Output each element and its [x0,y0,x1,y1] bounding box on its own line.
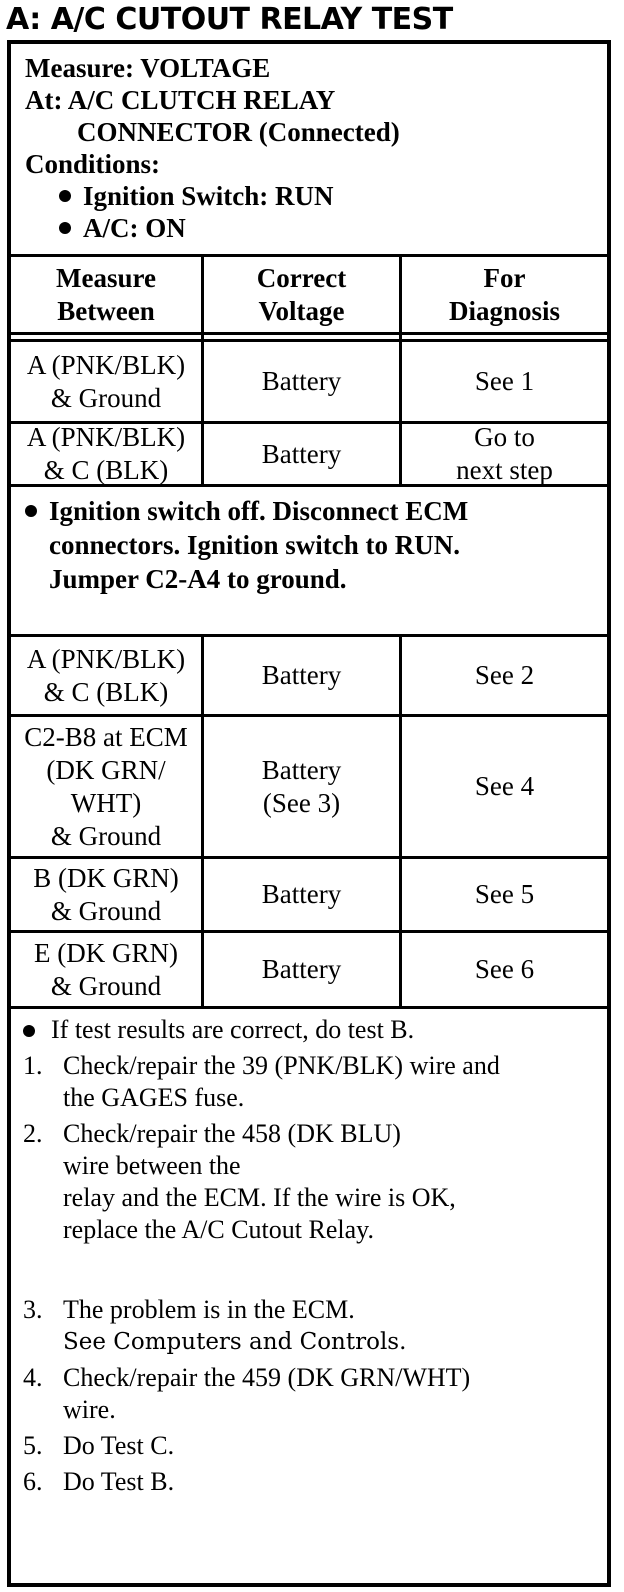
conditions-block [11,44,607,256]
cell-line: (DK GRN/ [46,754,166,785]
table-row-2-between [11,424,201,484]
cell-line: B (DK GRN) [33,862,179,893]
table-row-1-voltage: Battery [261,366,342,396]
note-line: Do Test B. [63,1467,175,1496]
cell-line: C2-B8 at ECM [24,721,188,752]
measure-label: Measure: VOLTAGE [25,53,271,83]
cell-line: E (DK GRN) [34,937,178,968]
table-row-4-voltage [204,717,399,856]
cell-line: Go to [474,422,535,452]
header-correct-voltage [204,257,399,332]
note-number: 1. [23,1051,43,1080]
note-item [23,1430,597,1462]
bullet-icon [59,190,71,202]
cell-line: A (PNK/BLK) [26,422,186,452]
cell-line: & Ground [50,382,162,413]
note-number: 6. [23,1467,43,1496]
table-row-6-diagnosis: See 6 [474,954,535,984]
header-measure-between [11,257,201,332]
cell-line: (See 3) [262,787,341,818]
page-title: A: A/C CUTOUT RELAY TEST [6,2,453,37]
cell-line: & Ground [50,820,162,851]
header-line: Voltage [258,295,345,326]
note-line: See Computers and Controls. [63,1329,407,1355]
note-line: wire. [63,1395,116,1424]
condition-text: Ignition Switch: RUN [83,181,334,211]
header-line: Diagnosis [448,295,561,326]
header-line: Correct [256,262,347,293]
note-line: relay and the ECM. If the wire is OK, [63,1183,456,1212]
at-label-line1: At: A/C CLUTCH RELAY [25,85,336,115]
condition-item [25,212,607,244]
header-for-diagnosis [402,257,607,332]
table-row-5-voltage: Battery [261,879,342,909]
table-row-5-between [11,859,201,930]
table-row-4-between [11,717,201,856]
cell-line: & Ground [50,970,162,1001]
note-line: Check/repair the 458 (DK BLU) [63,1119,401,1148]
cell-line: & C (BLK) [43,676,169,707]
table-row-4-diagnosis: See 4 [474,771,535,801]
cell-line: A (PNK/BLK) [26,349,186,380]
note-item [23,1050,597,1114]
note-number: 4. [23,1363,43,1392]
table-row-6-voltage: Battery [261,954,342,984]
header-line: Between [57,295,155,326]
table-row-1-diagnosis: See 1 [474,366,535,396]
instruction-line: Ignition switch off. Disconnect ECM [49,496,469,526]
table-row-3-diagnosis: See 2 [474,660,535,690]
divider [11,332,607,335]
table-row-6-between [11,933,201,1006]
at-label-line2: CONNECTOR (Connected) [77,117,400,147]
header-line: For [483,262,526,293]
bullet-icon [25,505,37,517]
note-number: 2. [23,1119,43,1148]
conditions-label: Conditions: [25,149,161,179]
note-line: Check/repair the 39 (PNK/BLK) wire and [63,1051,500,1080]
table-row-3-between [11,637,201,714]
table-row-2-diagnosis [402,424,607,484]
bullet-icon [23,1025,35,1037]
cell-line: & C (BLK) [43,455,169,485]
note-line: The problem is in the ECM. [63,1295,355,1324]
instruction-line: Jumper C2-A4 to ground. [49,564,347,594]
note-text: If test results are correct, do test B. [51,1015,415,1044]
table-row-3-voltage: Battery [261,660,342,690]
note-item [23,1362,597,1426]
cell-line: Battery [261,754,342,785]
note-item [23,1294,597,1358]
condition-text: A/C: ON [83,213,186,243]
instruction-line: connectors. Ignition switch to RUN. [49,530,460,560]
test-table-frame [7,40,611,1587]
condition-item [25,180,607,212]
note-number: 3. [23,1295,43,1324]
table-row-2-voltage: Battery [261,438,342,469]
note-line: wire between the [63,1151,241,1180]
instruction-block [11,484,607,634]
cell-line: next step [456,455,553,485]
note-intro [23,1014,597,1046]
note-line: Check/repair the 459 (DK GRN/WHT) [63,1363,471,1392]
note-line: the GAGES fuse. [63,1083,245,1112]
note-line: Do Test C. [63,1431,175,1460]
header-line: Measure [56,262,156,293]
cell-line: A (PNK/BLK) [26,643,186,674]
note-line: replace the A/C Cutout Relay. [63,1215,374,1244]
bullet-icon [59,222,71,234]
notes-block [11,1006,607,1576]
cell-line: WHT) [70,787,142,818]
table-row-1-between [11,342,201,421]
note-item [23,1466,597,1498]
note-number: 5. [23,1431,43,1460]
cell-line: & Ground [50,895,162,926]
table-row-5-diagnosis: See 5 [474,879,535,909]
note-item [23,1118,597,1246]
